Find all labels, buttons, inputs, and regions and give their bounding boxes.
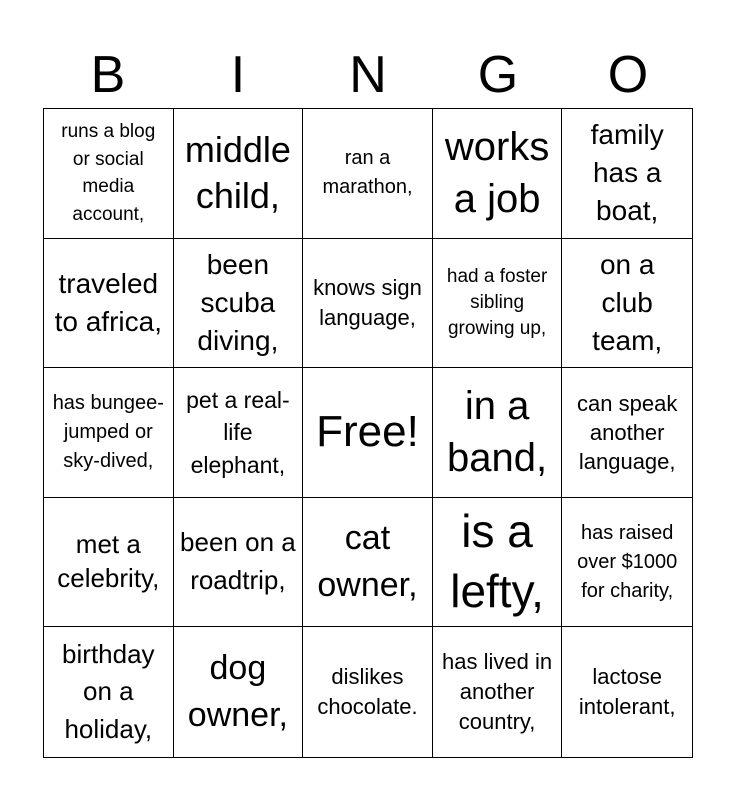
bingo-cell[interactable]: [562, 627, 692, 757]
bingo-cell[interactable]: [44, 368, 174, 498]
bingo-cell[interactable]: [433, 109, 563, 239]
bingo-cell[interactable]: [174, 109, 304, 239]
cell-text: on a club team,: [592, 248, 663, 356]
bingo-cell[interactable]: [433, 627, 563, 757]
cell-text: in a band,: [447, 383, 548, 481]
cell-text: middle child,: [184, 128, 291, 217]
header-letter-i: I: [230, 46, 246, 104]
bingo-header: [43, 42, 693, 108]
cell-text: traveled to africa,: [54, 267, 162, 337]
cell-text: lactose intolerant,: [578, 663, 676, 720]
bingo-cell[interactable]: [303, 627, 433, 757]
cell-text: been on a roadtrip,: [180, 527, 296, 596]
bingo-cell[interactable]: [303, 109, 433, 239]
cell-text: has lived in another country,: [442, 648, 553, 735]
header-letter-g: G: [477, 46, 519, 104]
cell-text: Free!: [316, 407, 419, 457]
header-letter-o: O: [607, 46, 649, 104]
bingo-cell[interactable]: [433, 368, 563, 498]
bingo-cell[interactable]: [562, 498, 692, 628]
bingo-cell[interactable]: [562, 368, 692, 498]
cell-text: family has a boat,: [590, 119, 664, 227]
bingo-cell[interactable]: [174, 239, 304, 369]
cell-text: has raised over $1000 for charity,: [577, 521, 678, 602]
header-letter-b: B: [90, 46, 126, 104]
bingo-cell[interactable]: [44, 498, 174, 628]
bingo-cell[interactable]: [433, 498, 563, 628]
bingo-board: [43, 108, 693, 758]
cell-text: cat owner,: [317, 519, 418, 605]
cell-text: ran a marathon,: [322, 146, 413, 199]
bingo-cell[interactable]: [562, 239, 692, 369]
bingo-cell[interactable]: [303, 239, 433, 369]
bingo-cell[interactable]: [174, 627, 304, 757]
cell-text: knows sign language,: [313, 274, 422, 330]
bingo-cell[interactable]: [174, 368, 304, 498]
cell-text: runs a blog or social media account,: [61, 121, 156, 225]
cell-text: had a foster sibling growing up,: [446, 265, 548, 339]
cell-text: met a celebrity,: [57, 529, 160, 594]
bingo-cell[interactable]: [562, 109, 692, 239]
cell-text: been scuba diving,: [197, 248, 279, 356]
bingo-cell[interactable]: [433, 239, 563, 369]
bingo-cell[interactable]: [174, 498, 304, 628]
cell-text: works a job: [444, 125, 550, 222]
bingo-cell[interactable]: [44, 627, 174, 757]
bingo-cell[interactable]: [303, 498, 433, 628]
cell-text: dislikes chocolate.: [317, 663, 418, 720]
cell-text: has bungee-jumped or sky-dived,: [52, 391, 164, 472]
header-letter-n: N: [349, 46, 387, 104]
cell-text: can speak another language,: [577, 390, 678, 474]
cell-text: birthday on a holiday,: [62, 638, 155, 745]
bingo-cell[interactable]: [44, 239, 174, 369]
cell-text: dog owner,: [187, 649, 288, 735]
cell-text: is a lefty,: [450, 505, 544, 618]
bingo-cell[interactable]: [303, 368, 433, 498]
cell-text: pet a real-life elephant,: [186, 386, 290, 478]
bingo-cell[interactable]: [44, 109, 174, 239]
